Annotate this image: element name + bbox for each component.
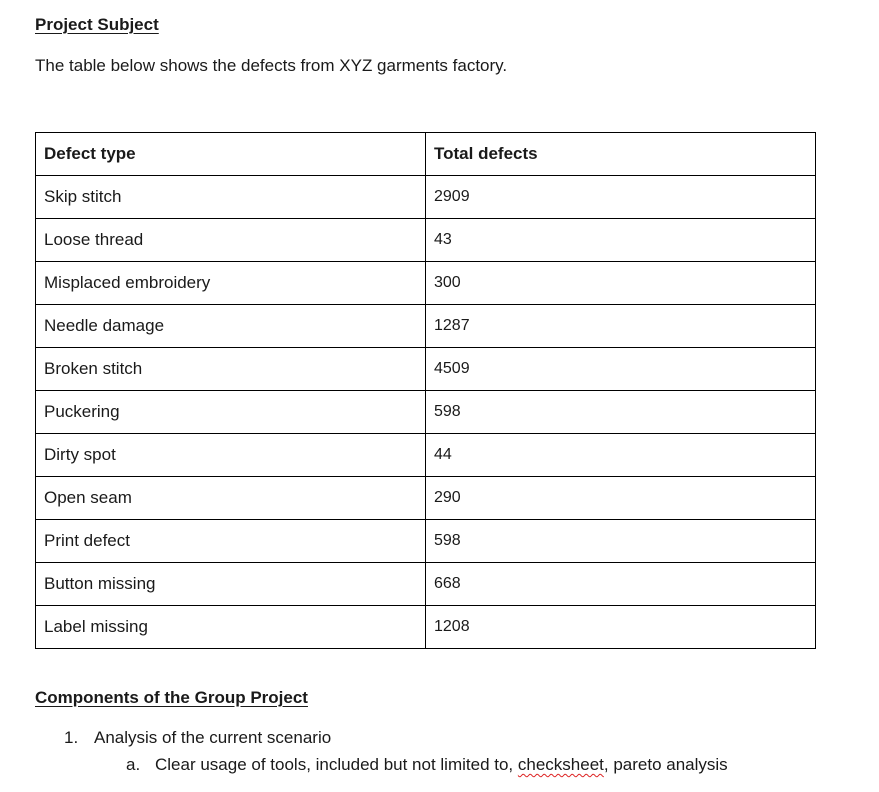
header-total-defects: Total defects	[426, 133, 816, 176]
table-row	[36, 305, 816, 348]
list-subitem-text-end: , pareto analysis	[603, 755, 728, 774]
defect-type-cell: Skip stitch	[36, 176, 426, 219]
list-subitem-text: Clear usage of tools, included but not limited to,	[155, 755, 518, 774]
defect-type-cell: Loose thread	[36, 219, 426, 262]
table-row	[36, 563, 816, 606]
total-defects-cell: 290	[426, 477, 816, 520]
list-item-analysis	[64, 728, 331, 748]
table-row	[36, 520, 816, 563]
table-row	[36, 219, 816, 262]
spellcheck-flagged-word[interactable]: checksheet	[517, 755, 604, 774]
defect-type-cell: Needle damage	[36, 305, 426, 348]
defect-type-cell: Button missing	[36, 563, 426, 606]
total-defects-cell: 598	[426, 391, 816, 434]
defect-type-cell: Puckering	[36, 391, 426, 434]
list-marker: a.	[126, 755, 141, 774]
defect-type-cell: Print defect	[36, 520, 426, 563]
defect-type-cell: Open seam	[36, 477, 426, 520]
header-defect-type: Defect type	[36, 133, 426, 176]
list-subitem-tools	[126, 755, 728, 775]
intro-paragraph: The table below shows the defects from XYZ garments factory.	[35, 56, 508, 75]
defects-table	[35, 132, 816, 649]
list-item-text: Analysis of the current scenario	[94, 728, 332, 747]
table-header-row	[36, 133, 816, 176]
total-defects-cell: 43	[426, 219, 816, 262]
total-defects-cell: 44	[426, 434, 816, 477]
table-row	[36, 606, 816, 649]
total-defects-cell: 2909	[426, 176, 816, 219]
table-row	[36, 348, 816, 391]
table-row	[36, 434, 816, 477]
total-defects-cell: 1208	[426, 606, 816, 649]
defect-type-cell: Misplaced embroidery	[36, 262, 426, 305]
table-row	[36, 391, 816, 434]
table-row	[36, 477, 816, 520]
defect-type-cell: Label missing	[36, 606, 426, 649]
table-row	[36, 262, 816, 305]
total-defects-cell: 1287	[426, 305, 816, 348]
defect-type-cell: Broken stitch	[36, 348, 426, 391]
defect-type-cell: Dirty spot	[36, 434, 426, 477]
project-subject-heading: Project Subject	[35, 15, 159, 34]
total-defects-cell: 4509	[426, 348, 816, 391]
components-heading: Components of the Group Project	[35, 688, 308, 707]
total-defects-cell: 300	[426, 262, 816, 305]
table-row	[36, 176, 816, 219]
total-defects-cell: 668	[426, 563, 816, 606]
total-defects-cell: 598	[426, 520, 816, 563]
list-marker: 1.	[64, 728, 79, 747]
